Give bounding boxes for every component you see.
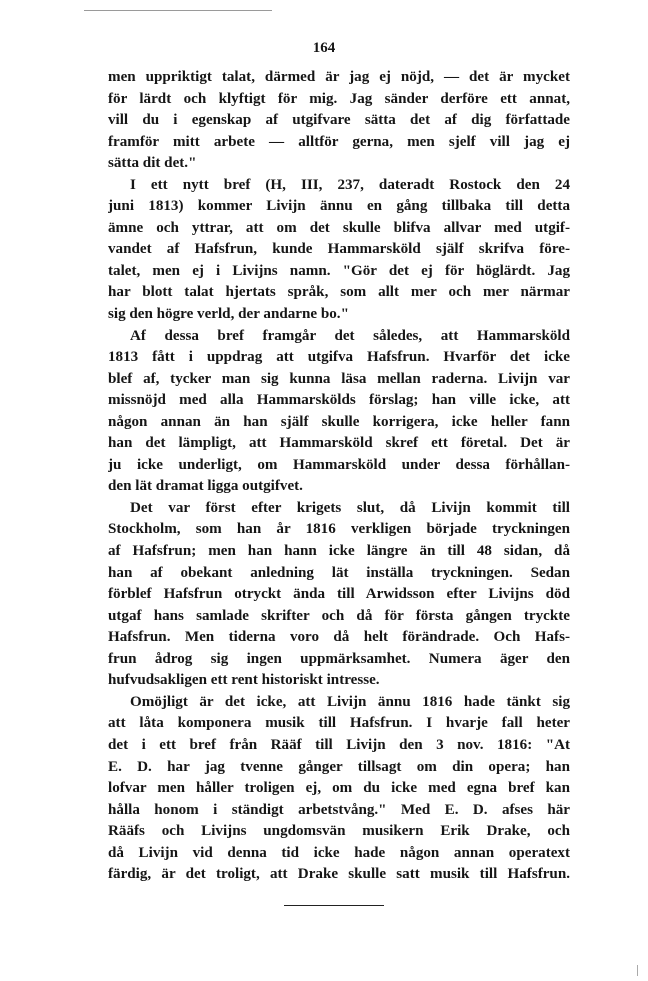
text-line: färdig, är det troligt, att Drake skulle satt musik till Hafsfrun. — [108, 866, 570, 883]
text-line: att låta komponera musik till Hafsfrun. I hvarje fall heter — [108, 715, 570, 732]
text-line: utgaf hans samlade skrifter och då för första gången tryckte — [108, 607, 570, 624]
body-text — [108, 67, 570, 886]
text-line: 1813 fått i uppdrag att utgifva Hafsfrun. Hvarför det icke — [108, 349, 570, 366]
text-line: I ett nytt bref (H, III, 237, dateradt Rostock den 24 — [130, 176, 570, 193]
text-line: lofvar men håller troligen ej, om du icke med egna bref kan — [108, 780, 570, 797]
page-number: 164 — [312, 40, 336, 56]
paragraph-5 — [108, 692, 570, 886]
paragraph-1 — [108, 67, 570, 175]
paragraph-3 — [108, 326, 570, 498]
text-line: hufvudsakligen ett rent historiskt intresse. — [108, 672, 380, 689]
text-line: sätta dit det." — [108, 155, 197, 172]
paragraph-2 — [108, 175, 570, 326]
text-line: ämne och yttrar, att om det skulle blifva allvar med utgif- — [108, 219, 570, 236]
top-edge-rule — [84, 10, 272, 11]
text-line: någon annan än han själf skulle korrigera, icke heller fann — [108, 413, 570, 430]
text-line: blef af, tycker man sig kunna läsa mellan raderna. Livijn var — [108, 370, 570, 387]
text-line: Rääfs och Livijns ungdomsvän musikern Erik Drake, och — [108, 823, 570, 840]
text-line: Af dessa bref framgår det således, att Hammarsköld — [130, 327, 570, 344]
text-line: men uppriktigt talat, därmed är jag ej nöjd, — det är mycket — [108, 69, 570, 85]
text-line: frun ådrog sig ingen uppmärksamhet. Numera äger den — [108, 650, 570, 667]
text-line: juni 1813) kommer Livijn ännu en gång tillbaka till detta — [108, 198, 570, 215]
scan-edge-mark — [637, 965, 638, 976]
text-line: talet, men ej i Livijns namn. "Gör det ej för höglärdt. Jag — [108, 262, 570, 279]
text-line: då Livijn vid denna tid icke hade någon annan operatext — [108, 844, 570, 861]
text-line: sig den högre verld, der andarne bo." — [108, 306, 349, 323]
text-line: Stockholm, som han år 1816 verkligen började tryckningen — [108, 521, 570, 538]
text-line: vill du i egenskap af utgifvare sätta det af dig författade — [108, 112, 570, 129]
text-line: Hafsfrun. Men tiderna voro då helt förändrade. Och Hafs- — [108, 629, 570, 646]
text-line: Omöjligt är det icke, att Livijn ännu 1816 hade tänkt sig — [130, 693, 570, 710]
text-line: ju icke underligt, om Hammarsköld under dessa förhållan- — [108, 456, 570, 473]
text-line: vandet af Hafsfrun, kunde Hammarsköld själf skrifva före- — [108, 241, 570, 258]
text-line: Det var först efter krigets slut, då Livijn kommit till — [130, 499, 570, 516]
text-line: för lärdt och klyftigt för mig. Jag sänder derföre ett annat, — [108, 90, 570, 107]
text-line: han det lämpligt, att Hammarsköld skref ett företal. Det är — [108, 435, 570, 452]
text-line: E. D. har jag tvenne gånger tillsagt om din opera; han — [108, 758, 570, 775]
text-line: förblef Hafsfrun otryckt ända till Arwidsson efter Livijns död — [108, 586, 570, 603]
text-line: hålla honom i ständigt arbetstvång." Med E. D. afses här — [108, 801, 570, 818]
text-line: har blott talat hjertats språk, som allt mer och mer närmar — [108, 284, 570, 301]
text-line: af Hafsfrun; men han hann icke längre än till 48 sidan, då — [108, 543, 570, 560]
text-line: den lät dramat ligga outgifvet. — [108, 478, 303, 495]
end-rule — [284, 905, 384, 906]
paragraph-4 — [108, 498, 570, 692]
text-line: han af obekant anledning lät inställa tryckningen. Sedan — [108, 564, 570, 581]
text-line: framför mitt arbete — alltför gerna, men sjelf vill jag ej — [108, 133, 570, 150]
text-line: missnöjd med alla Hammarskölds förslag; han ville icke, att — [108, 392, 570, 409]
text-line: det i ett bref från Rääf till Livijn den 3 nov. 1816: "At — [108, 736, 570, 753]
